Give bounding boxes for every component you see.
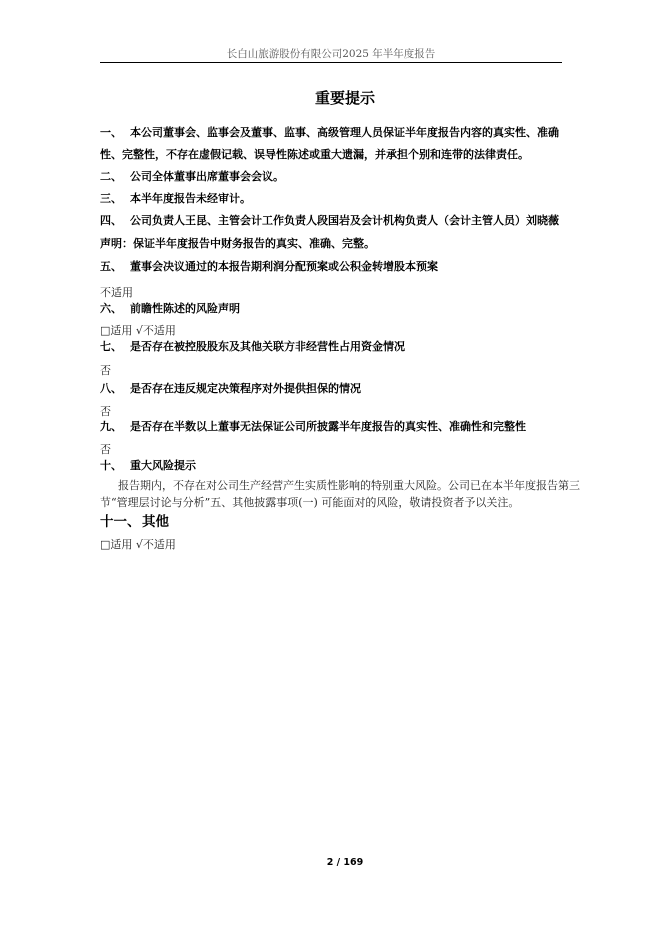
page-title: 重要提示 bbox=[314, 89, 375, 107]
item-5 bbox=[100, 258, 595, 274]
item-text: 重大风险提示 bbox=[130, 459, 196, 472]
item-number: 八、 bbox=[100, 382, 122, 395]
item-number: 十一、 bbox=[100, 514, 141, 530]
item-7 bbox=[100, 338, 595, 354]
item-text: 公司全体董事出席董事会会议。 bbox=[130, 170, 284, 183]
item-4-line-2: 声明：保证半年度报告中财务报告的真实、准确、完整。 bbox=[100, 237, 375, 250]
item-number: 三、 bbox=[100, 192, 122, 205]
item-text: 是否存在被控股股东及其他关联方非经营性占用资金情况 bbox=[130, 340, 405, 353]
item-9 bbox=[100, 418, 595, 434]
item-text: 本公司董事会、监事会及董事、监事、高级管理人员保证半年度报告内容的真实性、准确 bbox=[130, 126, 559, 139]
item-text: 前瞻性陈述的风险声明 bbox=[130, 302, 240, 315]
item-2 bbox=[100, 168, 595, 184]
item-number: 十、 bbox=[100, 459, 122, 472]
item-number: 七、 bbox=[100, 340, 122, 353]
item-6-answer: □适用 √不适用 bbox=[100, 324, 176, 337]
item-text: 是否存在半数以上董事无法保证公司所披露半年度报告的真实性、准确性和完整性 bbox=[130, 420, 526, 433]
item-7-answer: 否 bbox=[100, 364, 111, 377]
item-8-answer: 否 bbox=[100, 405, 111, 418]
item-10-paragraph: 报告期内，不存在对公司生产经营产生实质性影响的特别重大风险。公司已在本半年度报告第三节“管理层讨论与分析”五、其他披露事项(一) 可能面对的风险，敬请投资者予以关注。 bbox=[100, 479, 580, 509]
running-header: 长白山旅游股份有限公司2025 年半年度报告 bbox=[226, 48, 436, 60]
page-number: 2 / 169 bbox=[326, 857, 364, 868]
item-11-answer: □适用 √不适用 bbox=[100, 538, 176, 551]
item-number: 六、 bbox=[100, 302, 122, 315]
item-number: 二、 bbox=[100, 170, 122, 183]
item-11 bbox=[100, 510, 595, 530]
item-4-line-1 bbox=[100, 212, 595, 228]
item-6 bbox=[100, 300, 595, 316]
item-5-answer: 不适用 bbox=[100, 286, 133, 299]
item-8 bbox=[100, 380, 595, 396]
item-text: 是否存在违反规定决策程序对外提供担保的情况 bbox=[130, 382, 361, 395]
item-number: 五、 bbox=[100, 260, 122, 273]
item-1-line-2: 性、完整性，不存在虚假记载、误导性陈述或重大遗漏，并承担个别和连带的法律责任。 bbox=[100, 148, 529, 161]
item-number: 九、 bbox=[100, 420, 122, 433]
item-9-answer: 否 bbox=[100, 443, 111, 456]
item-text: 公司负责人王昆、主管会计工作负责人段国岩及会计机构负责人（会计主管人员）刘晓薇 bbox=[130, 214, 559, 227]
item-number: 一、 bbox=[100, 126, 122, 139]
item-3 bbox=[100, 190, 595, 206]
item-text: 其他 bbox=[142, 514, 169, 530]
header-divider bbox=[100, 62, 562, 63]
item-text: 董事会决议通过的本报告期利润分配预案或公积金转增股本预案 bbox=[130, 260, 438, 273]
item-text: 本半年度报告未经审计。 bbox=[130, 192, 251, 205]
item-number: 四、 bbox=[100, 214, 122, 227]
item-1-line-1 bbox=[100, 124, 595, 140]
item-10 bbox=[100, 457, 595, 473]
